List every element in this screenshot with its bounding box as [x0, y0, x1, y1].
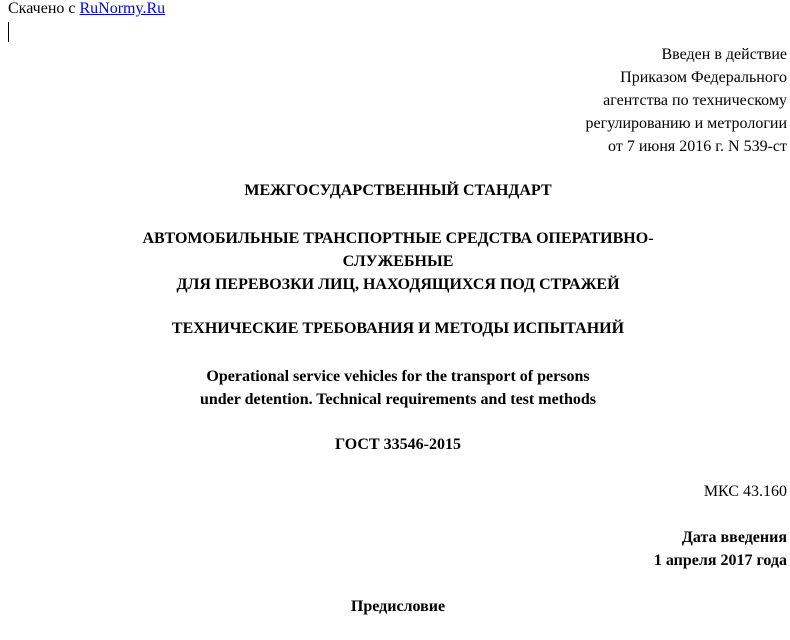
approval-line: от 7 июня 2016 г. N 539-ст	[608, 138, 787, 155]
title-ru-line: СЛУЖЕБНЫЕ	[342, 253, 454, 270]
title-en-line: Operational service vehicles for the transport of persons	[206, 368, 590, 385]
title-en-line: under detention. Technical requirements and test methods	[199, 391, 597, 408]
title-en	[0, 365, 790, 411]
subtitle-ru	[0, 317, 790, 340]
approval-line: агентства по техническому	[603, 92, 787, 109]
intro-date-label: Дата введения	[681, 529, 787, 546]
source-line	[8, 0, 165, 20]
foreword-heading-text: Предисловие	[350, 598, 446, 615]
intro-date-value: 1 апреля 2017 года	[653, 552, 787, 569]
approval-line: регулированию и метрологии	[585, 115, 787, 132]
runormy-link[interactable]: RuNormy.Ru	[79, 0, 166, 17]
doc-type-heading	[0, 179, 790, 202]
mks-code: МКС 43.160	[703, 483, 787, 500]
subtitle-ru-text: ТЕХНИЧЕСКИЕ ТРЕБОВАНИЯ И МЕТОДЫ ИСПЫТАНИЙ	[171, 320, 625, 337]
intro-date-block	[654, 526, 787, 572]
standard-number-text: ГОСТ 33546-2015	[335, 436, 461, 453]
approval-block	[586, 43, 787, 158]
standard-number	[0, 433, 790, 456]
approval-line: Приказом Федерального	[620, 69, 787, 86]
text-cursor	[8, 22, 9, 42]
title-ru-line: АВТОМОБИЛЬНЫЕ ТРАНСПОРТНЫЕ СРЕДСТВА ОПЕРАТИВНО-	[142, 230, 654, 247]
doc-type-text: МЕЖГОСУДАРСТВЕННЫЙ СТАНДАРТ	[244, 182, 552, 199]
approval-line: Введен в действие	[661, 46, 787, 63]
foreword-heading	[0, 595, 790, 618]
source-prefix: Скачено с	[8, 0, 76, 17]
title-ru	[0, 227, 790, 296]
title-ru-line: ДЛЯ ПЕРЕВОЗКИ ЛИЦ, НАХОДЯЩИХСЯ ПОД СТРАЖЕЙ	[176, 276, 620, 293]
